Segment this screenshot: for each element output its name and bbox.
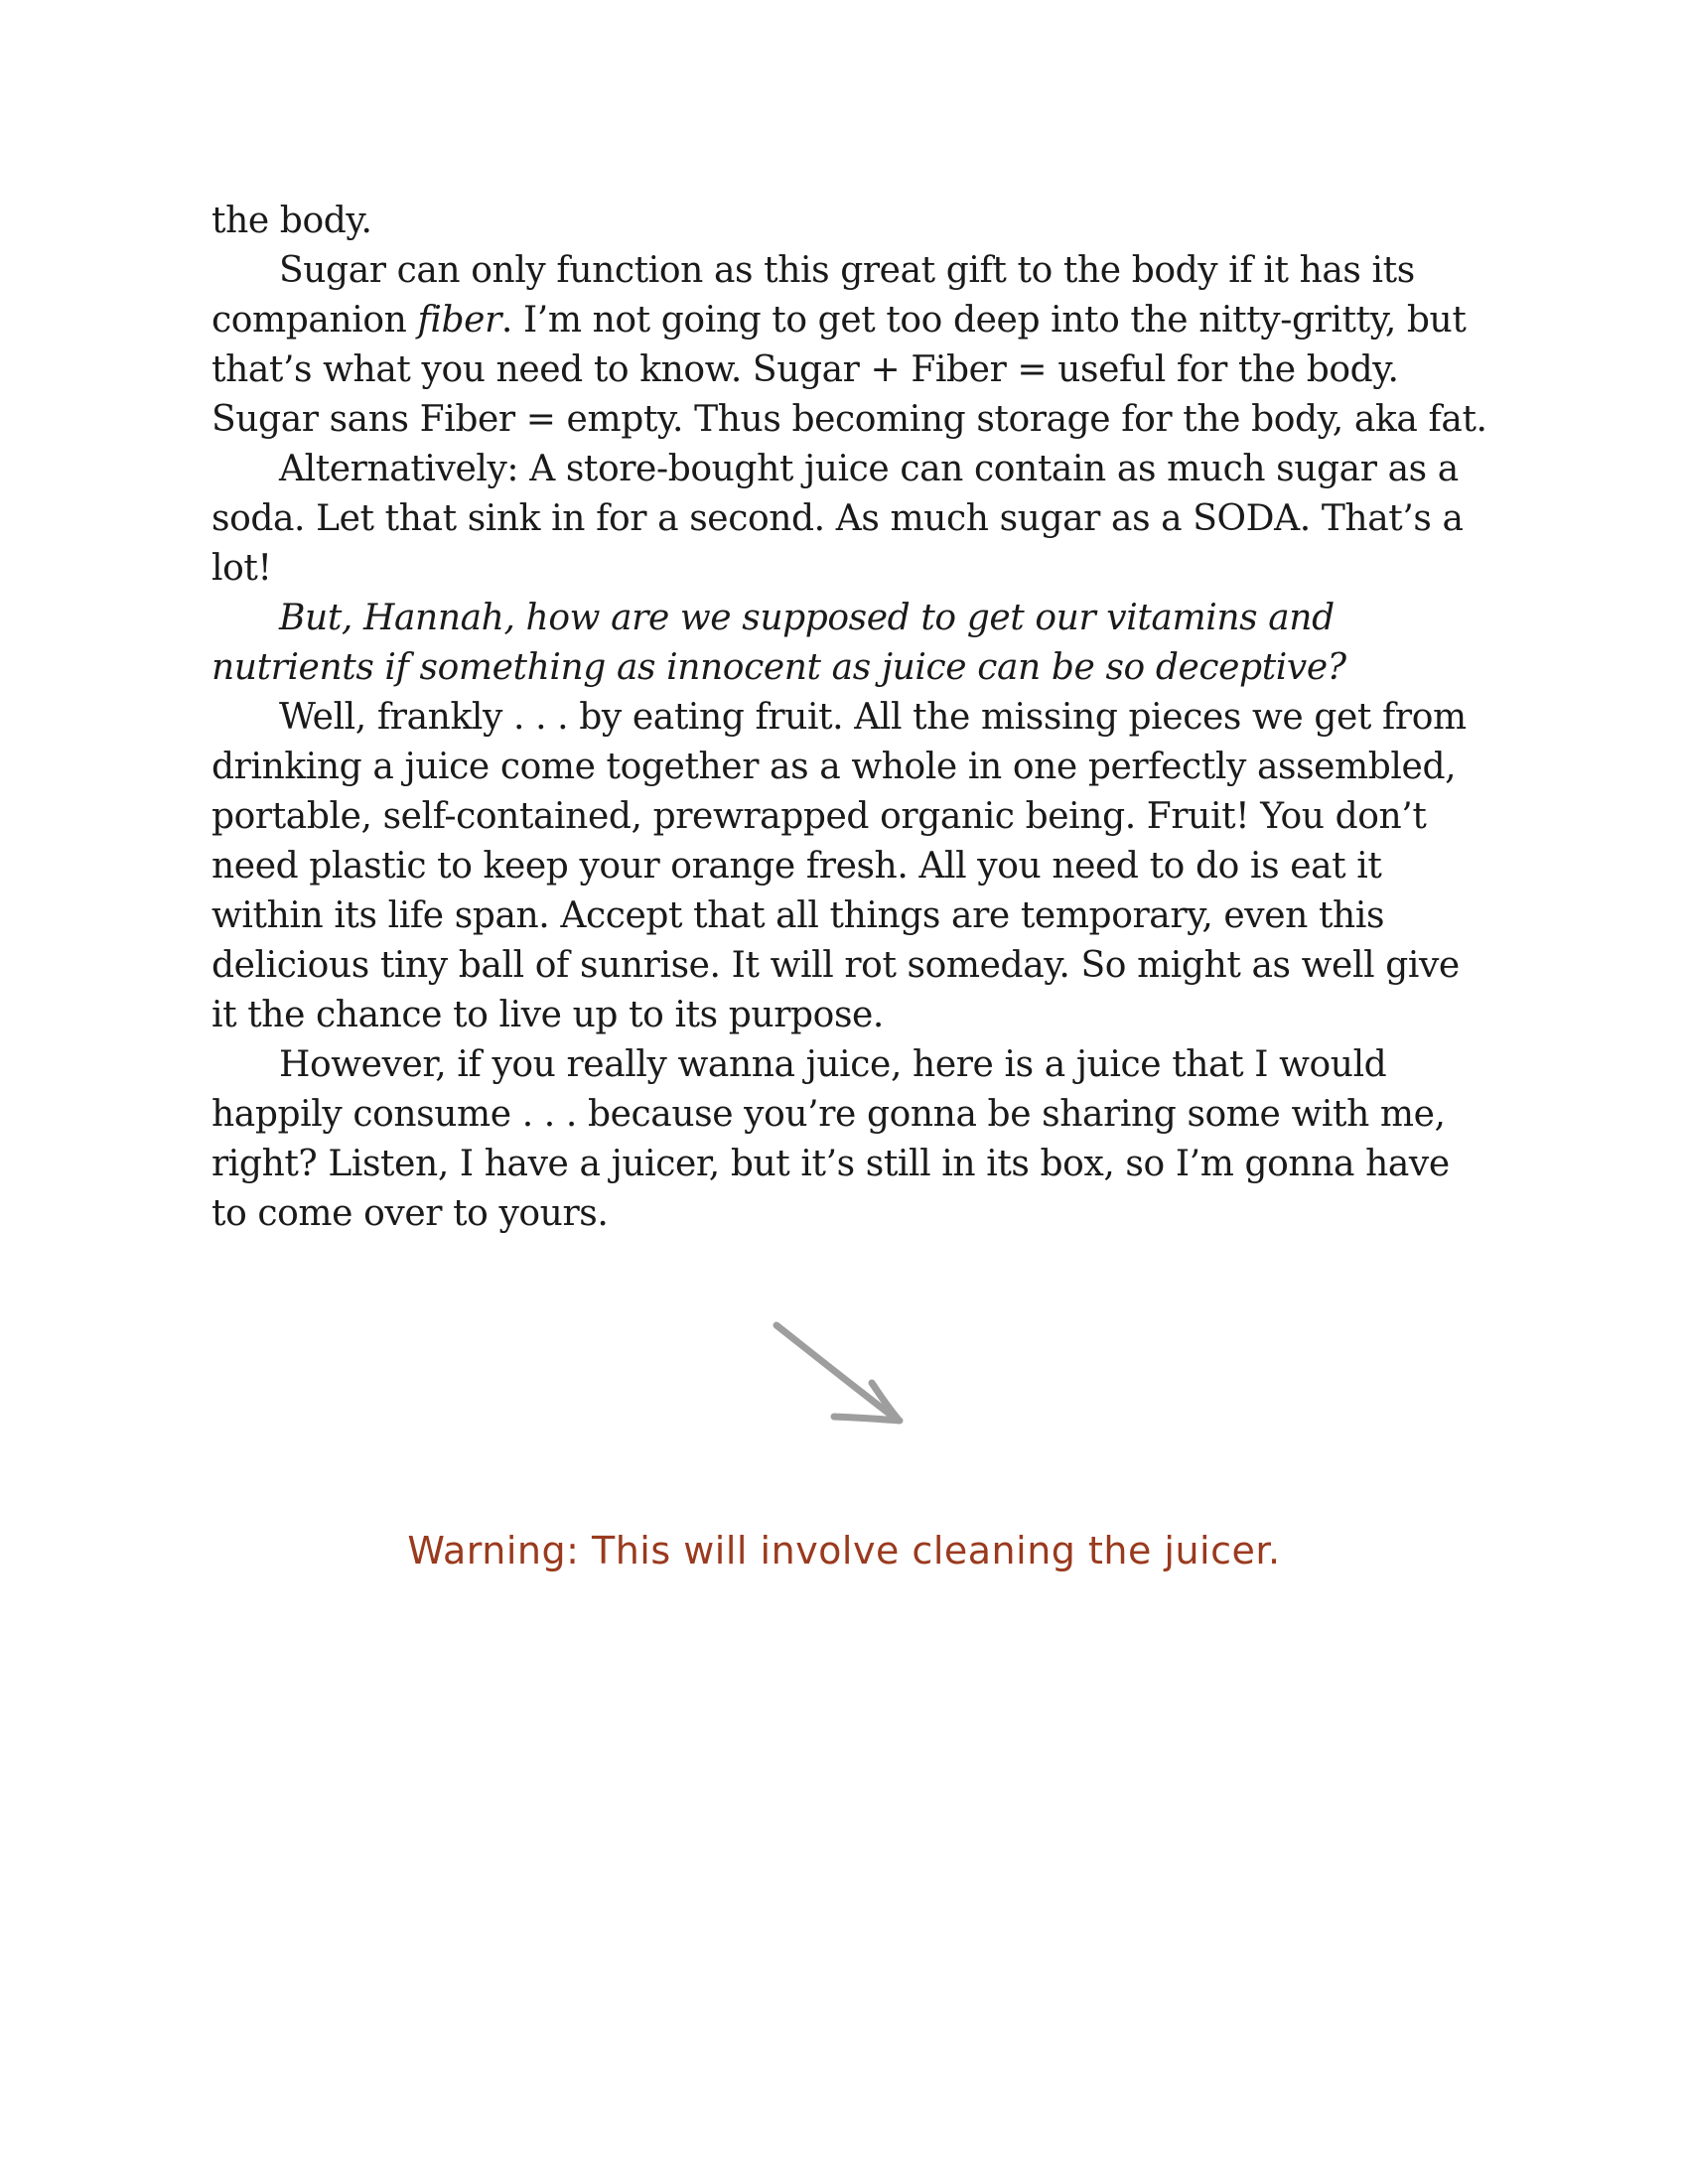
paragraph-however: However, if you really wanna juice, here is a juice that I would happily consume . . . because you’re gonna be sharing some with me, right? Listen, I have a juicer, but it’s still in its box, so I’m gonna have to come over to yours. — [211, 1044, 1450, 1234]
emphasis-fiber: fiber — [417, 300, 501, 341]
paragraph-sugar-fiber: Sugar can only function as this great gift to the body if it has its companion fiber. I’m not going to get too deep into the nitty-gritty, but that’s what you need to know. Sugar + Fiber = useful for the body. Sugar sans Fiber = empty. Thus becoming storage for the body, aka fat. — [211, 250, 1487, 440]
paragraph-eating-fruit: Well, frankly . . . by eating fruit. All the missing pieces we get from drinking a juice come together as a whole in one perfectly assembled, portable, self-contained, prewrapped organic being. Fruit! You don’t need plastic to keep your orange fresh. All you need to do is eat it within its life span. Accept that all things are temporary, even this delicious tiny ball of sunrise. It will rot someday. So might as well give it the chance to live up to its purpose. — [211, 697, 1467, 1035]
paragraph-continuation: the body. — [211, 201, 372, 241]
body-text — [211, 197, 1492, 1239]
hand-drawn-arrow-icon — [765, 1315, 923, 1434]
paragraph-alternatively: Alternatively: A store-bought juice can contain as much sugar as a soda. Let that sink in for a second. As much sugar as a SODA. That’s a lot! — [211, 449, 1464, 589]
warning-note: Warning: This will involve cleaning the juicer. — [407, 1529, 1281, 1572]
paragraph-question: But, Hannah, how are we supposed to get our vitamins and nutrients if something as innocent as juice can be so deceptive? — [211, 598, 1346, 688]
